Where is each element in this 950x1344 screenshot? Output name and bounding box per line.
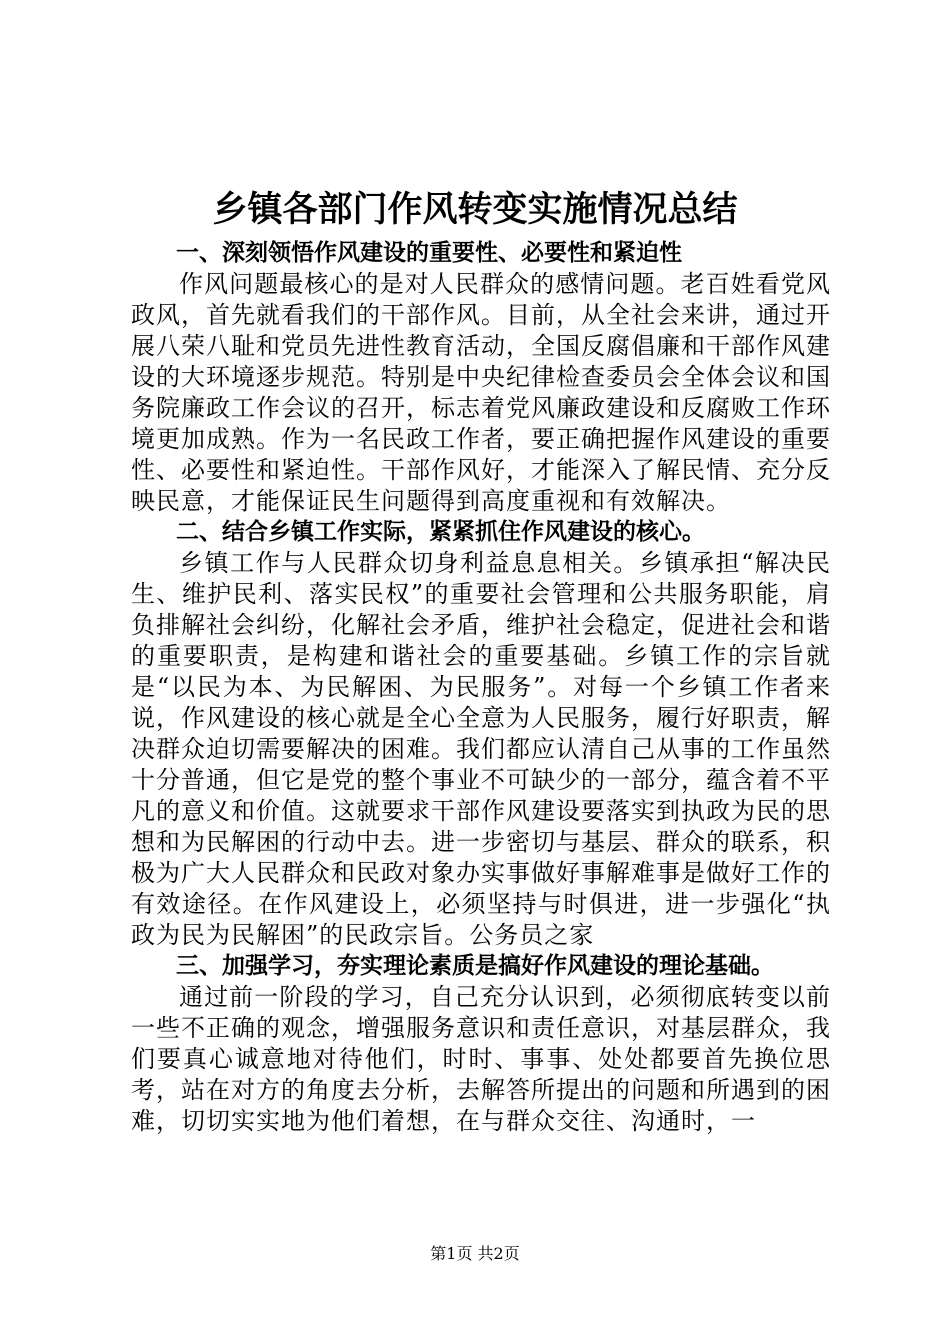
section-heading: 三、加强学习，夯实理论素质是搞好作风建设的理论基础。 (176, 953, 774, 979)
section-heading: 二、结合乡镇工作实际，紧紧抓住作风建设的核心。 (176, 519, 705, 545)
page-number-footer: 第1页 共2页 (430, 1244, 520, 1263)
document-title: 乡镇各部门作风转变实施情况总结 (212, 190, 738, 230)
section-paragraph: 乡镇工作与人民群众切身利益息息相关。乡镇承担“解决民生、维护民利、落实民权”的重要社会管理和公共服务职能，肩负排解社会纠纷，化解社会矛盾，维护社会稳定，促进社会和谐的重要职责，是构建和谐社会的重要基础。乡镇工作的宗旨就是“以民为本、为民解困、为民服务”。对每一个乡镇工作者来说，作风建设的核心就是全心全意为人民服务，履行好职责，解决群众迫切需要解决的困难。我们都应认清自己从事的工作虽然十分普通，但它是党的整个事业不可缺少的一部分，蕴含着不平凡的意义和价值。这就要求干部作风建设要落实到执政为民的思想和为民解困的行动中去。进一步密切与基层、群众的联系，积极为广大人民群众和民政对象办实事做好事解难事是做好工作的有效途径。在作风建设上，必须坚持与时俱进，进一步强化“执政为民为民解困”的民政宗旨。公务员之家 (131, 549, 831, 949)
document-body (131, 238, 831, 1137)
section-heading: 一、深刻领悟作风建设的重要性、必要性和紧迫性 (176, 240, 682, 266)
section-paragraph: 通过前一阶段的学习，自己充分认识到，必须彻底转变以前一些不正确的观念，增强服务意识和责任意识，对基层群众，我们要真心诚意地对待他们，时时、事事、处处都要首先换位思考，站在对方的角度去分析，去解答所提出的问题和所遇到的困难，切切实实地为他们着想，在与群众交往、沟通时，一 (131, 983, 831, 1135)
section-paragraph: 作风问题最核心的是对人民群众的感情问题。老百姓看党风政风，首先就看我们的干部作风。目前，从全社会来讲，通过开展八荣八耻和党员先进性教育活动，全国反腐倡廉和干部作风建设的大环境逐步规范。特别是中央纪律检查委员会全体会议和国务院廉政工作会议的召开，标志着党风廉政建设和反腐败工作环境更加成熟。作为一名民政工作者，要正确把握作风建设的重要性、必要性和紧迫性。干部作风好，才能深入了解民情、充分反映民意，才能保证民生问题得到高度重视和有效解决。 (131, 270, 831, 515)
